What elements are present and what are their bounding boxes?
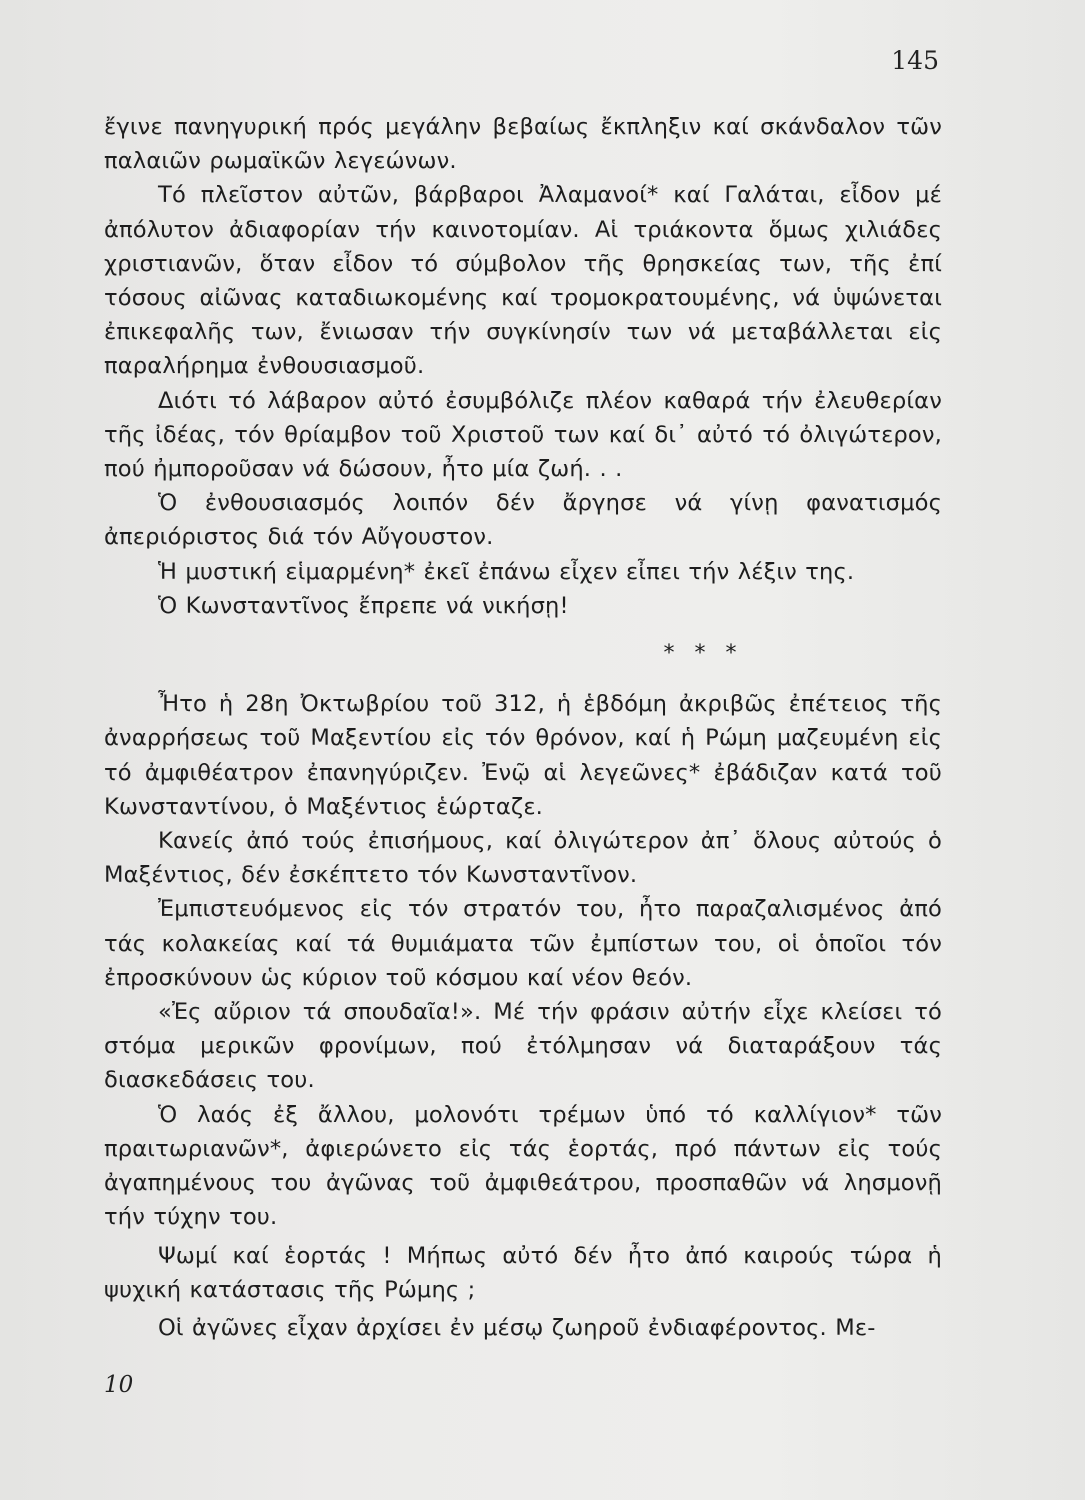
paragraph-4: Ὁ ἐνθουσιασμός λοιπόν δέν ἄργησε νά γίνῃ φανατισμός ἀπεριόριστος διά τόν Αὔγουστον.: [104, 490, 942, 551]
signature-mark: 10: [104, 1372, 134, 1398]
paragraph-12: Ψωμί καί ἑορτάς ! Μήπως αὐτό δέν ἦτο ἀπό καιρούς τώρα ἡ ψυχική κατάστασις τῆς Ρώμης ;: [104, 1242, 942, 1303]
paragraph-8: Κανείς ἀπό τούς ἐπισήμους, καί ὀλιγώτερον ἀπ᾽ ὅλους αὐτούς ὁ Μαξέντιος, δέν ἐσκέπτετο τόν Κωνσταντῖνον.: [104, 828, 942, 889]
paragraph-13: Οἱ ἀγῶνες εἶχαν ἀρχίσει ἐν μέσῳ ζωηροῦ ἐνδιαφέροντος. Με-: [158, 1314, 876, 1341]
paragraph-6: Ὁ Κωνσταντῖνος ἔπρεπε νά νικήσῃ!: [158, 592, 569, 619]
paragraph-9: Ἐμπιστευόμενος εἰς τόν στρατόν του, ἦτο παραζαλισμένος ἀπό τάς κολακείας καί τά θυμιάματα τῶν ἐμπίστων του, οἱ ὁποῖοι τόν ἐπροσκύνουν ὡς κύριον τοῦ κόσμου καί νέον θεόν.: [104, 896, 942, 991]
paragraph-5: Ἡ μυστική εἱμαρμένη* ἐκεῖ ἐπάνω εἶχεν εἶπει τήν λέξιν της.: [158, 558, 855, 585]
paragraph-2: Τό πλεῖστον αὐτῶν, βάρβαροι Ἀλαμανοί* καί Γαλάται, εἶδον μέ ἀπόλυτον ἀδιαφορίαν τήν καινοτομίαν. Αἱ τριάκοντα ὅμως χιλιάδες χριστιανῶν, ὅταν εἶδον τό σύμβολον τῆς θρησκείας των, τῆς ἐπί τόσους αἰῶνας καταδιωκομένης καί τρομοκρατουμένης, νά ὑψώνεται ἐπικεφαλῆς των, ἔνιωσαν τήν συγκίνησίν των νά μεταβάλλεται εἰς παραλήρημα ἐνθουσιασμοῦ.: [104, 182, 942, 380]
page-number: 145: [891, 46, 939, 75]
paragraph-1: ἔγινε πανηγυρική πρός μεγάλην βεβαίως ἔκπληξιν καί σκάνδαλον τῶν παλαιῶν ρωμαϊκῶν λεγεώνων.: [104, 114, 942, 175]
paragraph-3: Διότι τό λάβαρον αὐτό ἐσυμβόλιζε πλέον καθαρά τήν ἐλευθερίαν τῆς ἰδέας, τόν θρίαμβον τοῦ Χριστοῦ των καί δι᾽ αὐτό τό ὀλιγώτερον, πού ἠμποροῦσαν νά δώσουν, ἦτο μία ζωή. . .: [104, 387, 942, 483]
paragraph-10: «Ἐς αὔριον τά σπουδαῖα!». Μέ τήν φράσιν αὐτήν εἶχε κλείσει τό στόμα μερικῶν φρονίμων, πού ἐτόλμησαν νά διαταράξουν τάς διασκεδάσεις του.: [104, 999, 942, 1094]
section-separator: * * *: [663, 641, 743, 667]
paragraph-7: Ἦτο ἡ 28η Ὀκτωβρίου τοῦ 312, ἡ ἑβδόμη ἀκριβῶς ἐπέτειος τῆς ἀναρρήσεως τοῦ Μαξεντίου εἰς τόν θρόνον, καί ἡ Ρώμη μαζευμένη εἰς τό ἀμφιθέατρον ἐπανηγύριζεν. Ἐνῷ αἱ λεγεῶνες* ἐβάδιζαν κατά τοῦ Κωνσταντίνου, ὁ Μαξέντιος ἑώρταζε.: [104, 691, 942, 820]
body-text: [104, 110, 942, 1345]
paragraph-11: Ὁ λαός ἐξ ἄλλου, μολονότι τρέμων ὑπό τό καλλίγιον* τῶν πραιτωριανῶν*, ἀφιερώνετο εἰς τάς ἑορτάς, πρό πάντων εἰς τούς ἀγαπημένους του ἀγῶνας τοῦ ἀμφιθεάτρου, προσπαθῶν νά λησμονῇ τήν τύχην του.: [104, 1101, 942, 1231]
